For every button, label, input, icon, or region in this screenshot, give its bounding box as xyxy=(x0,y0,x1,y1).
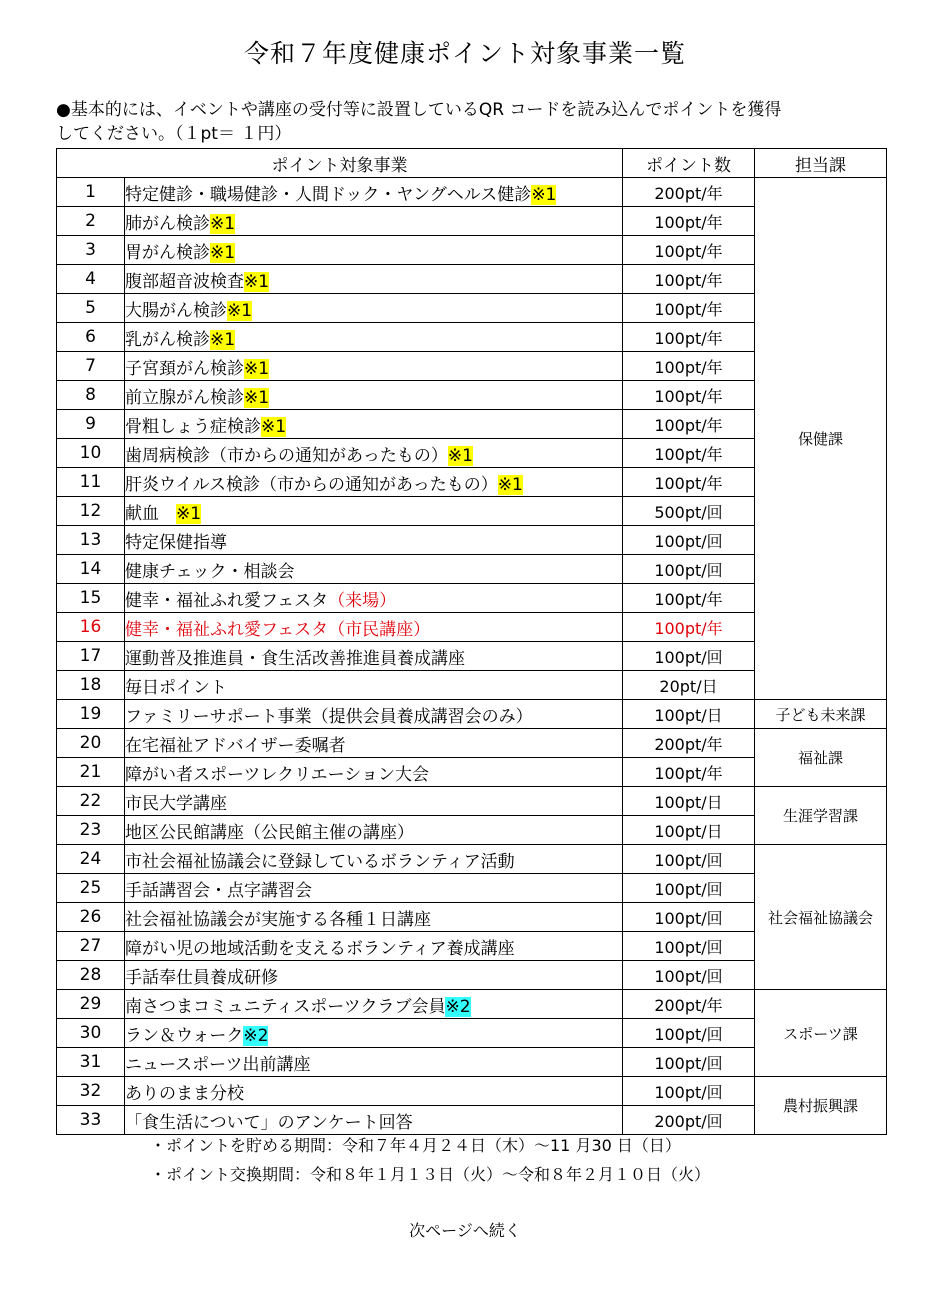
continued-label: 次ページへ続く xyxy=(409,1221,521,1240)
footnote-mark: ※2 xyxy=(445,996,471,1017)
table-row xyxy=(57,700,887,729)
event-name xyxy=(125,468,623,497)
points-value: 100pt/年 xyxy=(623,584,755,613)
row-number: 8 xyxy=(57,381,125,410)
footnote-mark: ※1 xyxy=(261,416,287,437)
event-name-text: 子宮頚がん検診 xyxy=(125,358,244,379)
event-name-text: 大腸がん検診 xyxy=(125,300,227,321)
footnote-mark: ※1 xyxy=(447,445,473,466)
footnote-mark: ※1 xyxy=(531,184,557,205)
row-number: 23 xyxy=(57,816,125,845)
event-name xyxy=(125,555,623,584)
event-name-text: 毎日ポイント xyxy=(125,677,227,698)
event-name-text: 特定健診・職場健診・人間ドック・ヤングヘルス健診 xyxy=(125,184,532,205)
event-name-text: 手話講習会・点字講習会 xyxy=(125,880,312,901)
event-name xyxy=(125,236,623,265)
event-name-text: 骨粗しょう症検診 xyxy=(125,416,261,437)
points-value: 100pt/年 xyxy=(623,265,755,294)
points-value: 100pt/回 xyxy=(623,642,755,671)
event-name-text: 地区公民館講座（公民館主催の講座） xyxy=(125,822,414,843)
event-name-text: 献血 xyxy=(125,503,176,524)
points-value: 100pt/回 xyxy=(623,1019,755,1048)
event-name xyxy=(125,381,623,410)
event-name xyxy=(125,1019,623,1048)
table-row xyxy=(57,1077,887,1106)
event-name-text: ラン＆ウォーク xyxy=(125,1025,244,1046)
intro-text xyxy=(56,98,886,146)
event-name xyxy=(125,729,623,758)
points-value: 100pt/年 xyxy=(623,236,755,265)
event-name-text: 市社会福祉協議会に登録しているボランティア活動 xyxy=(125,851,515,872)
footnote-mark: ※1 xyxy=(210,242,236,263)
intro-line-1: ●基本的には、イベントや講座の受付等に設置しているQR コードを読み込んでポイントを獲得 xyxy=(56,100,782,120)
event-name-text: 社会福祉協議会が実施する各種１日講座 xyxy=(125,909,431,930)
department-cell: 保健課 xyxy=(755,178,887,700)
footnote-mark: ※1 xyxy=(227,300,253,321)
points-value: 200pt/回 xyxy=(623,1106,755,1135)
points-value: 100pt/回 xyxy=(623,961,755,990)
row-number: 22 xyxy=(57,787,125,816)
row-number: 12 xyxy=(57,497,125,526)
row-number: 2 xyxy=(57,207,125,236)
event-name xyxy=(125,265,623,294)
event-name xyxy=(125,584,623,613)
event-name-text: 肝炎ウイルス検診（市からの通知があったもの） xyxy=(125,474,498,495)
event-name-text: 障がい児の地域活動を支えるボランティア養成講座 xyxy=(125,938,515,959)
event-name xyxy=(125,642,623,671)
points-value: 100pt/回 xyxy=(623,845,755,874)
event-name-text: 歯周病検診（市からの通知があったもの） xyxy=(125,445,448,466)
footnote-mark: ※1 xyxy=(210,213,236,234)
event-name xyxy=(125,323,623,352)
event-name xyxy=(125,526,623,555)
row-number: 13 xyxy=(57,526,125,555)
row-number: 18 xyxy=(57,671,125,700)
row-number: 11 xyxy=(57,468,125,497)
row-number: 30 xyxy=(57,1019,125,1048)
footnote-mark: ※1 xyxy=(210,329,236,350)
event-name-text: 胃がん検診 xyxy=(125,242,210,263)
points-value: 100pt/日 xyxy=(623,700,755,729)
event-name-note: （来場） xyxy=(328,590,397,611)
points-value: 500pt/回 xyxy=(623,497,755,526)
points-value: 200pt/年 xyxy=(623,990,755,1019)
row-number: 14 xyxy=(57,555,125,584)
row-number: 16 xyxy=(57,613,125,642)
event-name-text: ファミリーサポート事業（提供会員養成講習会のみ） xyxy=(125,706,533,727)
event-name xyxy=(125,1048,623,1077)
points-value: 100pt/年 xyxy=(623,294,755,323)
row-number: 9 xyxy=(57,410,125,439)
footnote-mark: ※1 xyxy=(244,271,270,292)
event-name-text: 健幸・福祉ふれ愛フェスタ（市民講座） xyxy=(125,619,431,640)
table-row xyxy=(57,990,887,1019)
event-name xyxy=(125,990,623,1019)
table-body xyxy=(57,178,887,1135)
event-name xyxy=(125,874,623,903)
event-name xyxy=(125,410,623,439)
row-number: 19 xyxy=(57,700,125,729)
event-name xyxy=(125,1077,623,1106)
note-exchange-period: ・ポイント交換期間：令和８年１月１３日（火）～令和８年２月１０日（火） xyxy=(150,1165,711,1184)
event-name xyxy=(125,787,623,816)
points-value: 100pt/年 xyxy=(623,468,755,497)
points-value: 100pt/日 xyxy=(623,816,755,845)
event-name-text: 市民大学講座 xyxy=(125,793,227,814)
event-name-text: 乳がん検診 xyxy=(125,329,210,350)
event-name xyxy=(125,845,623,874)
points-value: 200pt/年 xyxy=(623,178,755,207)
event-name-text: 「食生活について」のアンケート回答 xyxy=(125,1112,413,1133)
event-name-text: 健康チェック・相談会 xyxy=(125,561,295,582)
department-cell: 生涯学習課 xyxy=(755,787,887,845)
row-number: 1 xyxy=(57,178,125,207)
table-row xyxy=(57,845,887,874)
event-name-text: 手話奉仕員養成研修 xyxy=(125,967,278,988)
table-header-row xyxy=(57,149,887,178)
row-number: 33 xyxy=(57,1106,125,1135)
points-value: 100pt/年 xyxy=(623,758,755,787)
header-points: ポイント数 xyxy=(623,149,755,178)
event-name-text: 肺がん検診 xyxy=(125,213,210,234)
event-name-text: 在宅福祉アドバイザー委嘱者 xyxy=(125,735,346,756)
points-value: 100pt/回 xyxy=(623,874,755,903)
event-name xyxy=(125,439,623,468)
department-cell: 社会福祉協議会 xyxy=(755,845,887,990)
row-number: 24 xyxy=(57,845,125,874)
footnote-mark: ※2 xyxy=(243,1025,269,1046)
page-title: 令和７年度健康ポイント対象事業一覧 xyxy=(243,39,686,68)
event-name xyxy=(125,613,623,642)
event-name-text: 障がい者スポーツレクリエーション大会 xyxy=(125,764,429,785)
row-number: 17 xyxy=(57,642,125,671)
event-name xyxy=(125,932,623,961)
row-number: 7 xyxy=(57,352,125,381)
table-row xyxy=(57,178,887,207)
department-cell: 福祉課 xyxy=(755,729,887,787)
points-value: 100pt/回 xyxy=(623,555,755,584)
event-name xyxy=(125,352,623,381)
event-name-text: 南さつまコミュニティスポーツクラブ会員 xyxy=(125,996,446,1017)
event-name-text: 健幸・福祉ふれ愛フェスタ xyxy=(125,590,329,611)
note-earning-period: ・ポイントを貯める期間：令和７年４月２４日（木）～11 月30 日（日） xyxy=(150,1136,681,1155)
row-number: 15 xyxy=(57,584,125,613)
table-row xyxy=(57,729,887,758)
header-dept: 担当課 xyxy=(755,149,887,178)
event-name xyxy=(125,178,623,207)
table-row xyxy=(57,787,887,816)
points-value: 100pt/年 xyxy=(623,410,755,439)
points-value: 100pt/回 xyxy=(623,1048,755,1077)
points-table xyxy=(56,148,887,1135)
row-number: 4 xyxy=(57,265,125,294)
event-name-text: 特定保健指導 xyxy=(125,532,227,553)
row-number: 20 xyxy=(57,729,125,758)
event-name xyxy=(125,961,623,990)
row-number: 21 xyxy=(57,758,125,787)
event-name-text: ニュースポーツ出前講座 xyxy=(125,1054,311,1075)
event-name-text: 前立腺がん検診 xyxy=(125,387,244,408)
points-value: 100pt/年 xyxy=(623,352,755,381)
footnote-mark: ※1 xyxy=(176,503,202,524)
event-name xyxy=(125,671,623,700)
footnote-mark: ※1 xyxy=(244,358,270,379)
department-cell: スポーツ課 xyxy=(755,990,887,1077)
header-event: ポイント対象事業 xyxy=(57,149,623,178)
department-cell: 子ども未来課 xyxy=(755,700,887,729)
points-value: 20pt/日 xyxy=(623,671,755,700)
event-name xyxy=(125,207,623,236)
points-value: 100pt/年 xyxy=(623,323,755,352)
event-name xyxy=(125,816,623,845)
points-value: 100pt/回 xyxy=(623,526,755,555)
notes xyxy=(150,1131,710,1189)
row-number: 25 xyxy=(57,874,125,903)
row-number: 26 xyxy=(57,903,125,932)
event-name xyxy=(125,700,623,729)
points-value: 100pt/回 xyxy=(623,932,755,961)
event-name-text: ありのまま分校 xyxy=(125,1083,244,1104)
points-value: 100pt/年 xyxy=(623,439,755,468)
row-number: 29 xyxy=(57,990,125,1019)
row-number: 28 xyxy=(57,961,125,990)
department-cell: 農村振興課 xyxy=(755,1077,887,1135)
row-number: 10 xyxy=(57,439,125,468)
event-name-text: 腹部超音波検査 xyxy=(125,271,244,292)
row-number: 3 xyxy=(57,236,125,265)
points-value: 100pt/日 xyxy=(623,787,755,816)
points-value: 100pt/回 xyxy=(623,903,755,932)
event-name xyxy=(125,903,623,932)
event-name xyxy=(125,758,623,787)
event-name xyxy=(125,294,623,323)
event-name xyxy=(125,497,623,526)
event-name-text: 運動普及推進員・食生活改善推進員養成講座 xyxy=(125,648,465,669)
footnote-mark: ※1 xyxy=(244,387,270,408)
footnote-mark: ※1 xyxy=(497,474,523,495)
points-value: 100pt/年 xyxy=(623,613,755,642)
points-value: 100pt/回 xyxy=(623,1077,755,1106)
row-number: 5 xyxy=(57,294,125,323)
row-number: 32 xyxy=(57,1077,125,1106)
points-value: 200pt/年 xyxy=(623,729,755,758)
row-number: 27 xyxy=(57,932,125,961)
intro-line-2: してください。（１pt＝ １円） xyxy=(56,124,292,144)
points-value: 100pt/年 xyxy=(623,207,755,236)
row-number: 31 xyxy=(57,1048,125,1077)
points-value: 100pt/年 xyxy=(623,381,755,410)
row-number: 6 xyxy=(57,323,125,352)
